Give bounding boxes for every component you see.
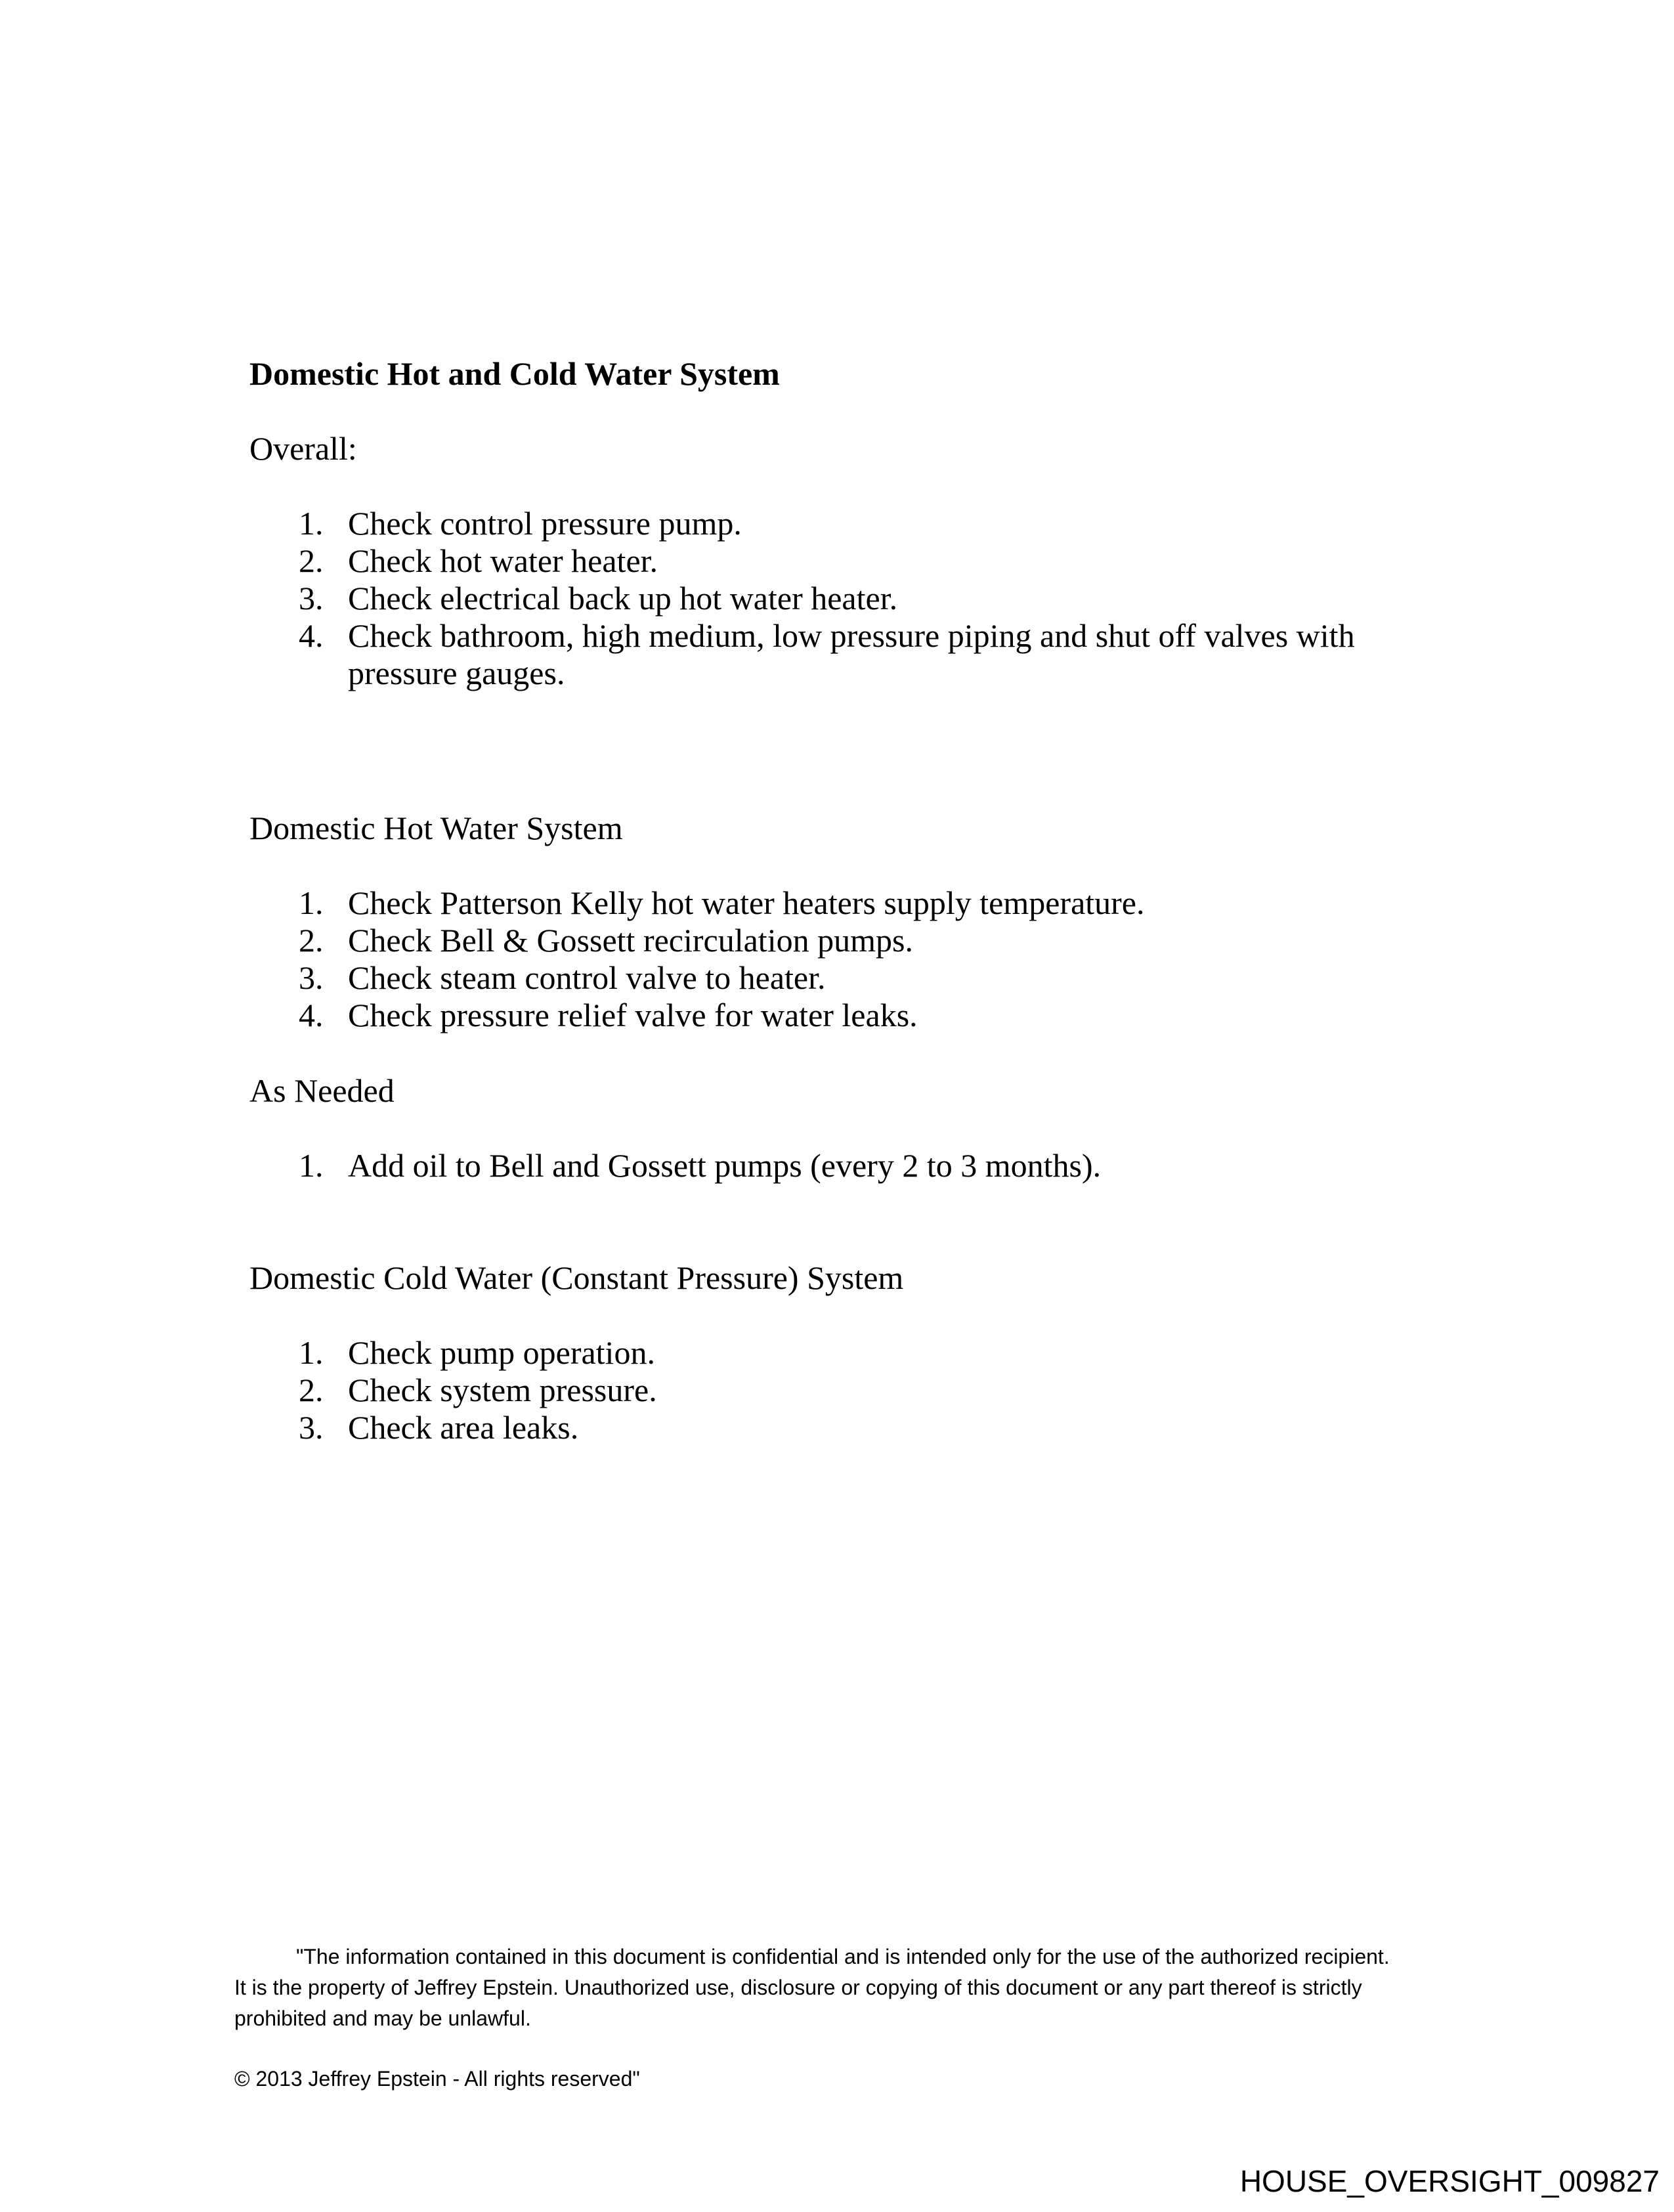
list-item <box>249 922 1385 959</box>
list-item-number: 1. <box>299 1147 324 1184</box>
list-item-number: 2. <box>299 1372 324 1408</box>
list-item-text: Check bathroom, high medium, low pressure piping and shut off valves with pressure gauges. <box>348 617 1355 691</box>
list-item-number: 4. <box>299 997 324 1033</box>
copyright-line: © 2013 Jeffrey Epstein - All rights reserved" <box>234 2067 640 2091</box>
section-heading-as-needed: As Needed <box>249 1072 395 1109</box>
list-item <box>249 580 1385 617</box>
list-item-number: 3. <box>299 1409 324 1446</box>
section-heading-cold-water: Domestic Cold Water (Constant Pressure) System <box>249 1259 904 1296</box>
list-item <box>249 505 1385 542</box>
list-item-number: 3. <box>299 959 324 996</box>
list-item-text: Check control pressure pump. <box>348 505 742 542</box>
list-item <box>249 1147 1385 1184</box>
list-item-number: 2. <box>299 922 324 959</box>
list-item-text: Check area leaks. <box>348 1409 579 1446</box>
hot-water-list <box>249 884 1385 1034</box>
cold-water-list <box>249 1334 1385 1446</box>
list-item-number: 1. <box>299 884 324 921</box>
list-item-text: Check steam control valve to heater. <box>348 959 826 996</box>
list-item <box>249 1334 1385 1372</box>
disclaimer-line: It is the property of Jeffrey Epstein. Unauthorized use, disclosure or copying of this document or any part thereof is strictly <box>234 1976 1362 1999</box>
list-item-text: Check pressure relief valve for water leaks. <box>348 997 918 1033</box>
disclaimer-line: "The information contained in this document is confidential and is intended only for the use of the authorized recipient. <box>296 1945 1390 1968</box>
list-item-text: Check hot water heater. <box>348 542 658 579</box>
list-item <box>249 959 1385 997</box>
section-heading-hot-water: Domestic Hot Water System <box>249 810 623 846</box>
document-body <box>249 355 1428 1446</box>
list-item <box>249 884 1385 922</box>
list-item-number: 4. <box>299 617 324 654</box>
list-item-text: Check pump operation. <box>348 1334 655 1371</box>
list-item-number: 1. <box>299 1334 324 1371</box>
list-item <box>249 617 1385 692</box>
list-item-number: 2. <box>299 542 324 579</box>
list-item-text: Check system pressure. <box>348 1372 657 1408</box>
document-title: Domestic Hot and Cold Water System <box>249 355 780 392</box>
list-item-text: Check electrical back up hot water heater. <box>348 580 898 617</box>
section-heading-overall: Overall: <box>249 430 357 467</box>
as-needed-list <box>249 1147 1385 1184</box>
list-item-text: Check Patterson Kelly hot water heaters supply temperature. <box>348 884 1145 921</box>
list-item-text: Check Bell & Gossett recirculation pumps. <box>348 922 913 959</box>
list-item <box>249 542 1385 580</box>
bates-number: HOUSE_OVERSIGHT_009827 <box>1239 2164 1660 2198</box>
list-item-number: 1. <box>299 505 324 542</box>
list-item-number: 3. <box>299 580 324 617</box>
list-item-text: Add oil to Bell and Gossett pumps (every 2 to 3 months). <box>348 1147 1102 1184</box>
overall-list <box>249 505 1385 692</box>
disclaimer-line: prohibited and may be unlawful. <box>234 2006 531 2030</box>
confidentiality-footer <box>234 1941 1429 2094</box>
list-item <box>249 997 1385 1034</box>
list-item <box>249 1409 1385 1446</box>
list-item <box>249 1372 1385 1409</box>
